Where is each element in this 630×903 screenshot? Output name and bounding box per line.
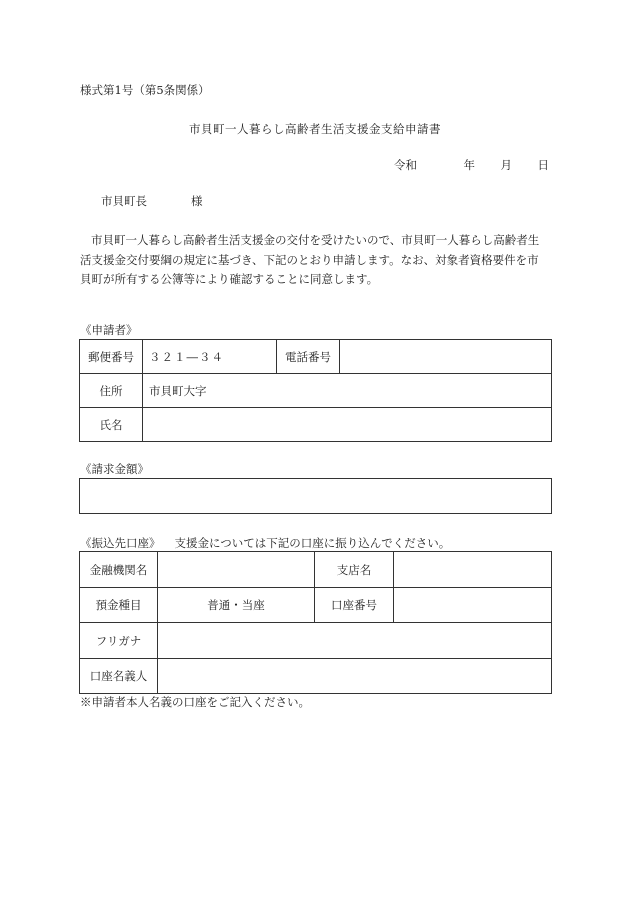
name-label: 氏名 [80,408,143,442]
date-month: 月 [500,158,512,172]
institution-label: 金融機関名 [80,552,158,588]
address-field[interactable]: 市貝町大字 [143,374,552,408]
name-field[interactable] [143,408,552,442]
phone-field[interactable] [340,340,552,374]
furigana-field[interactable] [158,623,552,659]
branch-field[interactable] [394,552,552,588]
account-note: ※申請者本人名義の口座をご記入ください。 [80,695,310,709]
furigana-label: フリガナ [80,623,158,659]
claim-section-label: 《請求金額》 [80,462,149,476]
date-year: 年 [463,158,475,172]
bank-section-header [80,535,450,551]
date-line [394,157,549,173]
furigana-row [80,623,552,659]
deposit-row [80,588,552,623]
claim-row [80,479,552,514]
name-row [80,408,552,442]
account-holder-field[interactable] [158,659,552,694]
bank-section-label: 《振込先口座》 [80,536,161,550]
postal-code-field[interactable]: ３２１―３４ [143,340,277,374]
account-number-field[interactable] [394,588,552,623]
document-title: 市貝町一人暮らし高齢者生活支援金支給申請書 [189,122,441,136]
phone-label: 電話番号 [277,340,340,374]
applicant-table [79,339,552,442]
application-statement: 市貝町一人暮らし高齢者生活支援金の交付を受けたいので、市貝町一人暮らし高齢者生活支援金交付要綱の規定に基づき、下記のとおり申請します。なお、対象者資格要件を市貝町が所有する公簿等により確認することに同意します。 [80,233,540,286]
deposit-type-options[interactable]: 普通・当座 [158,588,315,623]
addressee [101,193,203,209]
institution-row [80,552,552,588]
claim-table [79,478,552,514]
date-day: 日 [537,158,549,172]
addressee-name: 市貝町長 [101,194,147,208]
postal-code-label: 郵便番号 [80,340,143,374]
account-holder-label: 口座名義人 [80,659,158,694]
address-label: 住所 [80,374,143,408]
addressee-honorific: 様 [191,194,203,208]
institution-field[interactable] [158,552,315,588]
claim-amount-field[interactable] [80,479,552,514]
bank-instruction: 支援金については下記の口座に振り込んでください。 [174,536,451,550]
form-number-label: 様式第1号（第5条関係） [80,83,210,97]
branch-label: 支店名 [315,552,394,588]
bank-table [79,551,552,694]
account-number-label: 口座番号 [315,588,394,623]
account-holder-row [80,659,552,694]
applicant-section-label: 《申請者》 [80,323,138,337]
address-row [80,374,552,408]
deposit-type-label: 預金種目 [80,588,158,623]
postal-phone-row [80,340,552,374]
date-era: 令和 [394,158,417,172]
